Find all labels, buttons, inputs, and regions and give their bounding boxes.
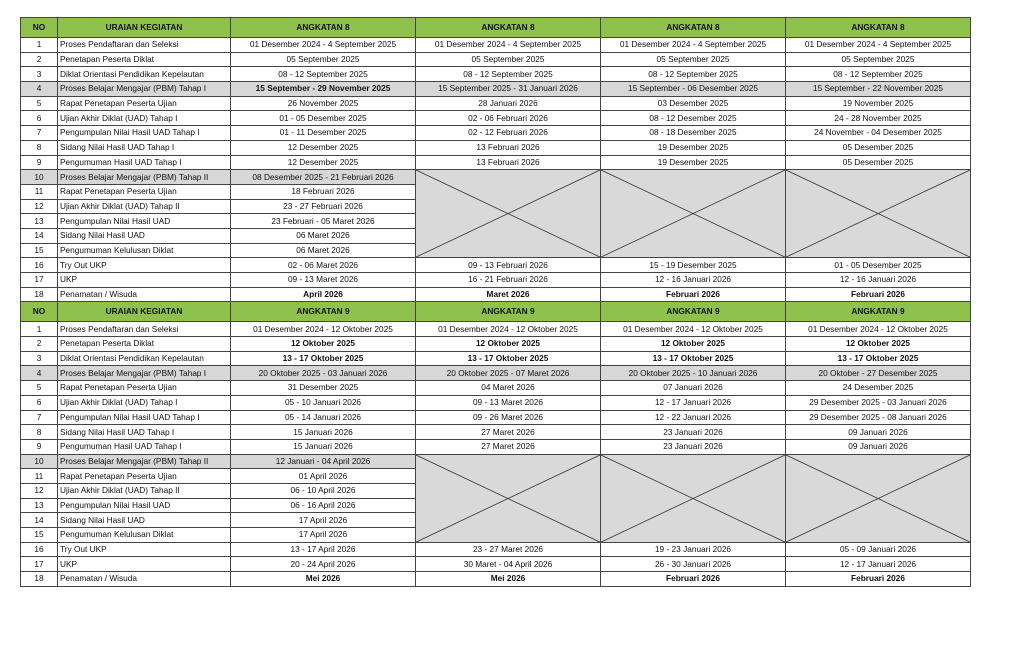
schedule-cell: 17 April 2026 [231, 528, 416, 543]
schedule-cell: Februari 2026 [786, 572, 971, 587]
row-number: 12 [21, 483, 58, 498]
row-number: 18 [21, 287, 58, 302]
header-row [21, 302, 971, 322]
not-applicable-cell [786, 170, 971, 258]
schedule-cell: 02 - 06 Februari 2026 [416, 111, 601, 126]
row-task: Rapat Penetapan Peserta Ujian [58, 96, 231, 111]
row-number: 11 [21, 469, 58, 484]
row-task: Proses Belajar Mengajar (PBM) Tahap II [58, 170, 231, 185]
row-number: 3 [21, 351, 58, 366]
schedule-cell: 09 Januari 2026 [786, 425, 971, 440]
row-number: 7 [21, 126, 58, 141]
row-task: Ujian Akhir Diklat (UAD) Tahap I [58, 395, 231, 410]
schedule-cell: 20 Oktober 2025 - 03 Januari 2026 [231, 366, 416, 381]
schedule-cell: 06 Maret 2026 [231, 243, 416, 258]
schedule-cell: 12 Oktober 2025 [601, 337, 786, 352]
schedule-cell: 12 - 17 Januari 2026 [601, 395, 786, 410]
row-task: Pengumpulan Nilai Hasil UAD [58, 498, 231, 513]
schedule-cell: 06 - 10 April 2026 [231, 483, 416, 498]
header-cohort: ANGKATAN 9 [416, 302, 601, 322]
schedule-cell: 08 - 18 Desember 2025 [601, 126, 786, 141]
schedule-cell: 17 April 2026 [231, 513, 416, 528]
row-number: 1 [21, 322, 58, 337]
schedule-cell: 01 Desember 2024 - 12 Oktober 2025 [786, 322, 971, 337]
cross-mark-icon [416, 170, 600, 257]
table-row [21, 572, 971, 587]
schedule-cell: 19 November 2025 [786, 96, 971, 111]
schedule-cell: Februari 2026 [786, 287, 971, 302]
table-row [21, 155, 971, 170]
row-number: 8 [21, 140, 58, 155]
schedule-cell: Mei 2026 [231, 572, 416, 587]
row-number: 9 [21, 439, 58, 454]
row-task: Sidang Nilai Hasil UAD Tahap I [58, 425, 231, 440]
schedule-cell: 08 - 12 September 2025 [231, 67, 416, 82]
row-number: 4 [21, 366, 58, 381]
row-task: Pengumuman Hasil UAD Tahap I [58, 439, 231, 454]
row-number: 18 [21, 572, 58, 587]
schedule-cell: Maret 2026 [416, 287, 601, 302]
schedule-cell: 08 - 12 September 2025 [786, 67, 971, 82]
schedule-cell: 05 - 09 Januari 2026 [786, 542, 971, 557]
row-task: Pengumuman Kelulusan Diklat [58, 243, 231, 258]
schedule-cell: 05 September 2025 [231, 52, 416, 67]
schedule-cell: 19 - 23 Januari 2026 [601, 542, 786, 557]
schedule-cell: 26 - 30 Januari 2026 [601, 557, 786, 572]
table-row [21, 395, 971, 410]
row-number: 8 [21, 425, 58, 440]
row-number: 10 [21, 454, 58, 469]
schedule-cell: 09 - 13 Maret 2026 [416, 395, 601, 410]
table-row [21, 322, 971, 337]
table-row [21, 425, 971, 440]
schedule-cell: 01 Desember 2024 - 4 September 2025 [231, 38, 416, 53]
schedule-cell: 30 Maret - 04 April 2026 [416, 557, 601, 572]
row-task: Penetapan Peserta Diklat [58, 337, 231, 352]
table-row [21, 96, 971, 111]
schedule-cell: 27 Maret 2026 [416, 439, 601, 454]
row-task: Pengumpulan Nilai Hasil UAD Tahap I [58, 126, 231, 141]
schedule-cell: 01 Desember 2024 - 12 Oktober 2025 [416, 322, 601, 337]
row-task: Sidang Nilai Hasil UAD Tahap I [58, 140, 231, 155]
schedule-cell: 05 - 14 Januari 2026 [231, 410, 416, 425]
schedule-cell: 08 - 12 September 2025 [416, 67, 601, 82]
row-task: Try Out UKP [58, 542, 231, 557]
schedule-cell: 12 Desember 2025 [231, 140, 416, 155]
header-row [21, 18, 971, 38]
row-number: 2 [21, 52, 58, 67]
schedule-cell: 01 Desember 2024 - 12 Oktober 2025 [601, 322, 786, 337]
row-task: Proses Pendaftaran dan Seleksi [58, 322, 231, 337]
schedule-cell: 03 Desember 2025 [601, 96, 786, 111]
schedule-cell: 01 Desember 2024 - 4 September 2025 [416, 38, 601, 53]
schedule-cell: 13 Februari 2026 [416, 140, 601, 155]
header-cohort: ANGKATAN 9 [786, 302, 971, 322]
schedule-cell: 19 Desember 2025 [601, 140, 786, 155]
row-number: 15 [21, 243, 58, 258]
row-task: Pengumuman Kelulusan Diklat [58, 528, 231, 543]
schedule-cell: 23 - 27 Februari 2026 [231, 199, 416, 214]
schedule-cell: 15 September - 06 Desember 2025 [601, 82, 786, 97]
row-task: Rapat Penetapan Peserta Ujian [58, 184, 231, 199]
schedule-cell: April 2026 [231, 287, 416, 302]
row-task: Proses Belajar Mengajar (PBM) Tahap II [58, 454, 231, 469]
row-number: 3 [21, 67, 58, 82]
table-row [21, 170, 971, 185]
schedule-cell: 12 - 16 Januari 2026 [786, 273, 971, 288]
schedule-cell: 01 - 05 Desember 2025 [231, 111, 416, 126]
schedule-cell: 12 Oktober 2025 [786, 337, 971, 352]
schedule-cell: 05 - 10 Januari 2026 [231, 395, 416, 410]
schedule-cell: 20 - 24 April 2026 [231, 557, 416, 572]
row-number: 6 [21, 111, 58, 126]
schedule-cell: 01 - 05 Desember 2025 [786, 258, 971, 273]
header-cohort: ANGKATAN 8 [786, 18, 971, 38]
schedule-cell: 05 Desember 2025 [786, 140, 971, 155]
row-task: Penamatan / Wisuda [58, 287, 231, 302]
schedule-cell: 15 September - 29 November 2025 [231, 82, 416, 97]
schedule-cell: 08 - 12 Desember 2025 [601, 111, 786, 126]
not-applicable-cell [416, 170, 601, 258]
schedule-cell: 09 - 13 Februari 2026 [416, 258, 601, 273]
schedule-cell: 12 Oktober 2025 [231, 337, 416, 352]
row-task: Rapat Penetapan Peserta Ujian [58, 381, 231, 396]
schedule-cell: 26 November 2025 [231, 96, 416, 111]
row-number: 13 [21, 214, 58, 229]
row-number: 12 [21, 199, 58, 214]
schedule-cell: Mei 2026 [416, 572, 601, 587]
table-row [21, 38, 971, 53]
table-row [21, 439, 971, 454]
schedule-cell: 24 November - 04 Desember 2025 [786, 126, 971, 141]
schedule-cell: 13 - 17 Oktober 2025 [416, 351, 601, 366]
schedule-cell: 01 - 11 Desember 2025 [231, 126, 416, 141]
schedule-cell: 24 Desember 2025 [786, 381, 971, 396]
table-row [21, 52, 971, 67]
schedule-cell: 23 Januari 2026 [601, 425, 786, 440]
row-task: Try Out UKP [58, 258, 231, 273]
header-cohort: ANGKATAN 9 [601, 302, 786, 322]
schedule-cell: 15 September 2025 - 31 Januari 2026 [416, 82, 601, 97]
schedule-cell: 29 Desember 2025 - 08 Januari 2026 [786, 410, 971, 425]
table-row [21, 366, 971, 381]
row-number: 5 [21, 381, 58, 396]
row-number: 17 [21, 557, 58, 572]
cross-mark-icon [601, 455, 785, 542]
row-number: 16 [21, 542, 58, 557]
row-task: Pengumuman Hasil UAD Tahap I [58, 155, 231, 170]
row-task: Proses Belajar Mengajar (PBM) Tahap I [58, 366, 231, 381]
schedule-cell: 20 Oktober 2025 - 10 Januari 2026 [601, 366, 786, 381]
table-row [21, 337, 971, 352]
schedule-cell: 12 Desember 2025 [231, 155, 416, 170]
schedule-cell: 12 Oktober 2025 [416, 337, 601, 352]
schedule-cell: 15 September - 22 November 2025 [786, 82, 971, 97]
not-applicable-cell [416, 454, 601, 542]
row-number: 7 [21, 410, 58, 425]
cross-mark-icon [416, 455, 600, 542]
schedule-cell: 05 September 2025 [416, 52, 601, 67]
schedule-cell: 12 - 16 Januari 2026 [601, 273, 786, 288]
schedule-cell: 01 Desember 2024 - 4 September 2025 [601, 38, 786, 53]
table-row [21, 273, 971, 288]
row-number: 10 [21, 170, 58, 185]
row-task: Proses Pendaftaran dan Seleksi [58, 38, 231, 53]
table-row [21, 381, 971, 396]
table-row [21, 111, 971, 126]
table-row [21, 542, 971, 557]
table-row [21, 126, 971, 141]
row-task: Penamatan / Wisuda [58, 572, 231, 587]
table-row [21, 140, 971, 155]
schedule-cell: 29 Desember 2025 - 03 Januari 2026 [786, 395, 971, 410]
schedule-cell: 16 - 21 Februari 2026 [416, 273, 601, 288]
table-row [21, 454, 971, 469]
schedule-table [20, 17, 971, 587]
schedule-cell: 20 Oktober 2025 - 07 Maret 2026 [416, 366, 601, 381]
row-number: 4 [21, 82, 58, 97]
table-row [21, 410, 971, 425]
schedule-cell: 18 Februari 2026 [231, 184, 416, 199]
row-task: Pengumpulan Nilai Hasil UAD [58, 214, 231, 229]
row-task: Ujian Akhir Diklat (UAD) Tahap II [58, 483, 231, 498]
row-number: 15 [21, 528, 58, 543]
schedule-cell: 05 September 2025 [601, 52, 786, 67]
row-task: Sidang Nilai Hasil UAD [58, 513, 231, 528]
schedule-cell: 28 Januari 2026 [416, 96, 601, 111]
row-task: Diklat Orientasi Pendidikan Kepelautan [58, 351, 231, 366]
not-applicable-cell [786, 454, 971, 542]
schedule-cell: Februari 2026 [601, 287, 786, 302]
schedule-cell: 23 Februari - 05 Maret 2026 [231, 214, 416, 229]
schedule-cell: 09 Januari 2026 [786, 439, 971, 454]
row-number: 13 [21, 498, 58, 513]
row-task: Rapat Penetapan Peserta Ujian [58, 469, 231, 484]
row-task: Diklat Orientasi Pendidikan Kepelautan [58, 67, 231, 82]
row-task: Sidang Nilai Hasil UAD [58, 228, 231, 243]
row-number: 9 [21, 155, 58, 170]
row-task: Penetapan Peserta Diklat [58, 52, 231, 67]
schedule-cell: 13 - 17 Oktober 2025 [786, 351, 971, 366]
schedule-cell: 06 Maret 2026 [231, 228, 416, 243]
row-number: 14 [21, 228, 58, 243]
table-row [21, 557, 971, 572]
header-no: NO [21, 18, 58, 38]
schedule-cell: 13 - 17 Oktober 2025 [601, 351, 786, 366]
schedule-cell: 13 - 17 Oktober 2025 [231, 351, 416, 366]
cross-mark-icon [786, 170, 970, 257]
table-row [21, 287, 971, 302]
schedule-cell: 01 Desember 2024 - 4 September 2025 [786, 38, 971, 53]
table-row [21, 351, 971, 366]
schedule-cell: 07 Januari 2026 [601, 381, 786, 396]
row-task: Ujian Akhir Diklat (UAD) Tahap I [58, 111, 231, 126]
row-number: 14 [21, 513, 58, 528]
schedule-cell: 15 Januari 2026 [231, 439, 416, 454]
header-task: URAIAN KEGIATAN [58, 302, 231, 322]
cross-mark-icon [601, 170, 785, 257]
header-cohort: ANGKATAN 8 [416, 18, 601, 38]
table-row [21, 82, 971, 97]
row-number: 1 [21, 38, 58, 53]
row-number: 11 [21, 184, 58, 199]
schedule-cell: 08 Desember 2025 - 21 Februari 2026 [231, 170, 416, 185]
row-task: UKP [58, 273, 231, 288]
schedule-cell: 20 Oktober - 27 Desember 2025 [786, 366, 971, 381]
schedule-cell: 27 Maret 2026 [416, 425, 601, 440]
row-number: 16 [21, 258, 58, 273]
header-cohort: ANGKATAN 8 [231, 18, 416, 38]
schedule-cell: 19 Desember 2025 [601, 155, 786, 170]
row-task: UKP [58, 557, 231, 572]
header-cohort: ANGKATAN 8 [601, 18, 786, 38]
schedule-cell: 02 - 06 Maret 2026 [231, 258, 416, 273]
not-applicable-cell [601, 170, 786, 258]
schedule-cell: 09 - 13 Maret 2026 [231, 273, 416, 288]
schedule-cell: 13 Februari 2026 [416, 155, 601, 170]
schedule-cell: 12 - 22 Januari 2026 [601, 410, 786, 425]
schedule-cell: 04 Maret 2026 [416, 381, 601, 396]
schedule-cell: 06 - 16 April 2026 [231, 498, 416, 513]
schedule-cell: 05 Desember 2025 [786, 155, 971, 170]
schedule-cell: 02 - 12 Februari 2026 [416, 126, 601, 141]
schedule-cell: Februari 2026 [601, 572, 786, 587]
schedule-cell: 13 - 17 April 2026 [231, 542, 416, 557]
row-task: Proses Belajar Mengajar (PBM) Tahap I [58, 82, 231, 97]
schedule-cell: 24 - 28 November 2025 [786, 111, 971, 126]
schedule-cell: 23 Januari 2026 [601, 439, 786, 454]
schedule-cell: 09 - 26 Maret 2026 [416, 410, 601, 425]
row-number: 5 [21, 96, 58, 111]
header-cohort: ANGKATAN 9 [231, 302, 416, 322]
schedule-cell: 08 - 12 September 2025 [601, 67, 786, 82]
schedule-cell: 12 - 17 Januari 2026 [786, 557, 971, 572]
row-task: Pengumpulan Nilai Hasil UAD Tahap I [58, 410, 231, 425]
schedule-cell: 12 Januari - 04 April 2026 [231, 454, 416, 469]
row-task: Ujian Akhir Diklat (UAD) Tahap II [58, 199, 231, 214]
table-row [21, 258, 971, 273]
schedule-cell: 23 - 27 Maret 2026 [416, 542, 601, 557]
schedule-cell: 01 Desember 2024 - 12 Oktober 2025 [231, 322, 416, 337]
schedule-cell: 15 Januari 2026 [231, 425, 416, 440]
row-number: 6 [21, 395, 58, 410]
not-applicable-cell [601, 454, 786, 542]
table-row [21, 67, 971, 82]
schedule-cell: 15 - 19 Desember 2025 [601, 258, 786, 273]
schedule-cell: 05 September 2025 [786, 52, 971, 67]
row-number: 17 [21, 273, 58, 288]
header-no: NO [21, 302, 58, 322]
schedule-cell: 31 Desember 2025 [231, 381, 416, 396]
header-task: URAIAN KEGIATAN [58, 18, 231, 38]
schedule-body [21, 18, 971, 587]
cross-mark-icon [786, 455, 970, 542]
schedule-cell: 01 April 2026 [231, 469, 416, 484]
row-number: 2 [21, 337, 58, 352]
